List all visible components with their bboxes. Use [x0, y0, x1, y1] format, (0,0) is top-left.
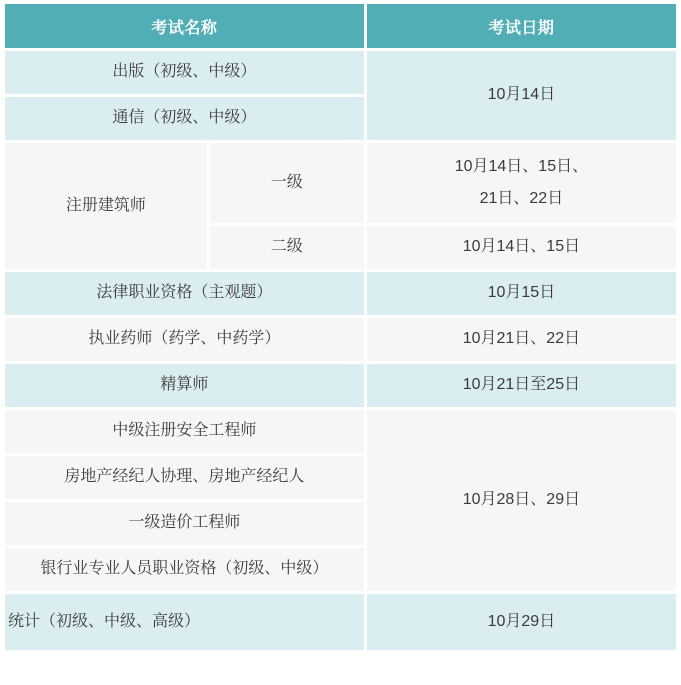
table-row [5, 594, 676, 650]
column-header-exam-name: 考试名称 [5, 4, 364, 48]
exam-name-cell: 统计（初级、中级、高级） [5, 594, 364, 650]
exam-schedule-table [2, 1, 679, 653]
exam-date-cell: 10月28日、29日 [367, 410, 676, 591]
exam-date-cell [367, 143, 676, 223]
exam-level-cell: 二级 [210, 226, 364, 269]
exam-name-cell: 银行业专业人员职业资格（初级、中级） [5, 548, 364, 591]
table-row [5, 410, 676, 453]
table-row [5, 272, 676, 315]
exam-name-cell: 房地产经纪人协理、房地产经纪人 [5, 456, 364, 499]
exam-name-cell: 出版（初级、中级） [5, 51, 364, 94]
exam-date-cell: 10月15日 [367, 272, 676, 315]
exam-name-cell: 精算师 [5, 364, 364, 407]
table-header-row [5, 4, 676, 48]
exam-name-cell: 通信（初级、中级） [5, 97, 364, 140]
exam-name-cell: 法律职业资格（主观题） [5, 272, 364, 315]
exam-date-line: 10月14日、15日、 [454, 158, 589, 175]
exam-date-cell: 10月21日至25日 [367, 364, 676, 407]
exam-date-line: 21日、22日 [479, 190, 564, 207]
exam-date-cell: 10月29日 [367, 594, 676, 650]
exam-level-cell: 一级 [210, 143, 364, 223]
table-row [5, 143, 676, 223]
table-row [5, 318, 676, 361]
exam-name-cell: 执业药师（药学、中药学） [5, 318, 364, 361]
table-row [5, 51, 676, 94]
exam-name-cell: 注册建筑师 [5, 143, 207, 269]
exam-date-cell: 10月14日 [367, 51, 676, 140]
exam-name-cell: 中级注册安全工程师 [5, 410, 364, 453]
exam-date-cell: 10月21日、22日 [367, 318, 676, 361]
table-row [5, 364, 676, 407]
exam-name-cell: 一级造价工程师 [5, 502, 364, 545]
exam-date-cell: 10月14日、15日 [367, 226, 676, 269]
column-header-exam-date: 考试日期 [367, 4, 676, 48]
